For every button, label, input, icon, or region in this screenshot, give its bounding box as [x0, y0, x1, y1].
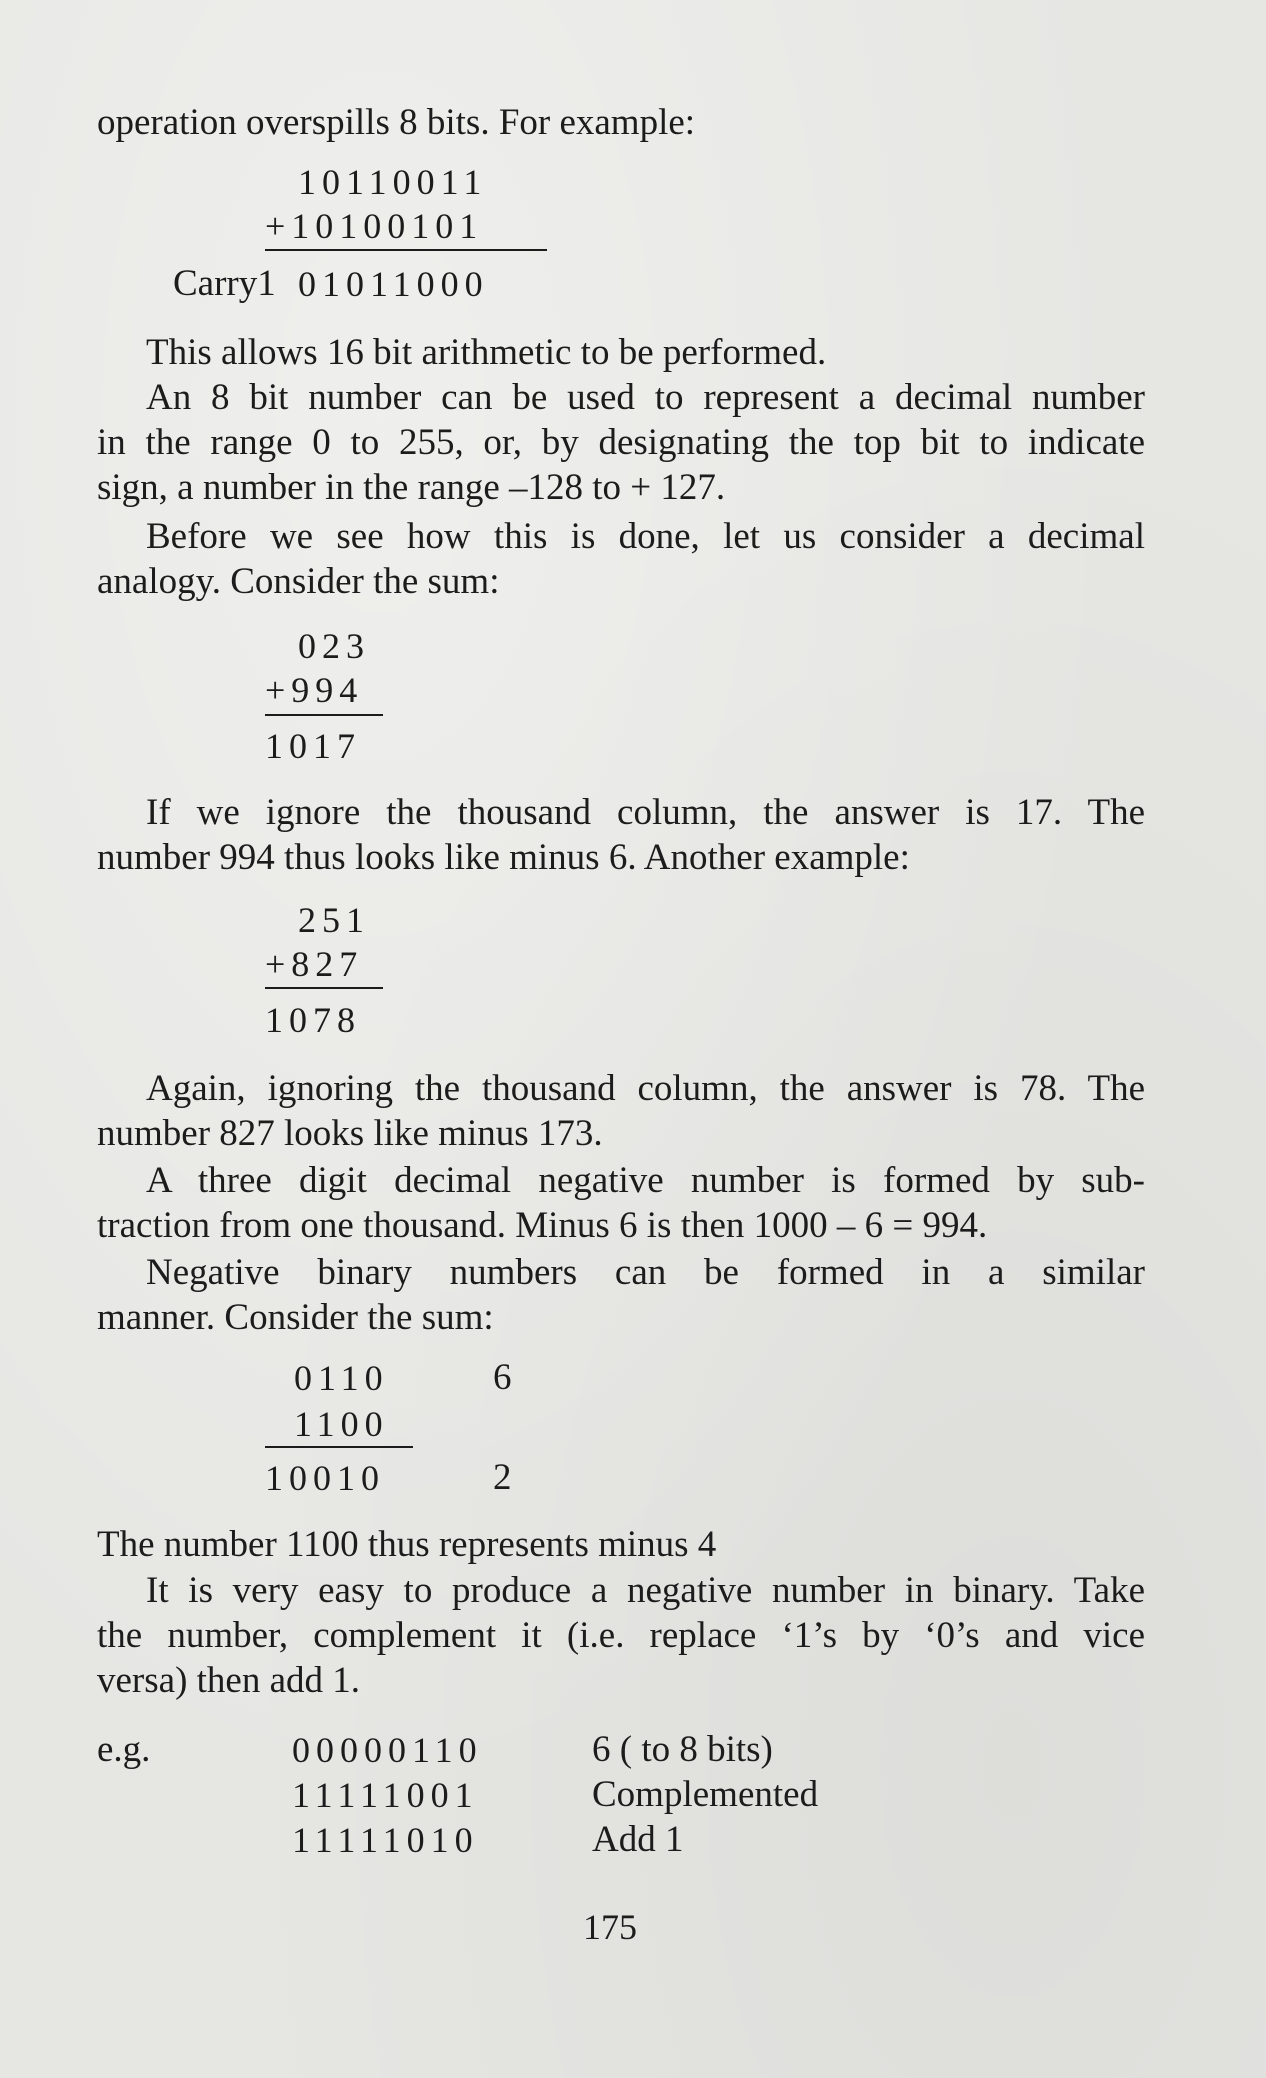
paragraph-range-line-2: in the range 0 to 255, or, by designating the top bit to indicate	[97, 422, 1145, 463]
paragraph-16-bit: This allows 16 bit arithmetic to be performed.	[146, 332, 827, 373]
paragraph-complement-line-3: versa) then add 1.	[97, 1660, 361, 1701]
example-row-bits: 11111010	[292, 1820, 479, 1860]
sum4-operand-1-value: 6	[493, 1357, 512, 1398]
sum4-operand-2: 1100	[294, 1404, 389, 1444]
sum3-operand-2: +827	[265, 944, 364, 984]
paragraph-complement-line-1: It is very easy to produce a negative number in binary. Take	[146, 1570, 1145, 1611]
example-row-note: Add 1	[592, 1819, 684, 1860]
sum1-operand-1: 10110011	[298, 162, 488, 202]
paragraph-range-line-3: sign, a number in the range –128 to + 127.	[97, 467, 726, 508]
sum4-result-value: 2	[493, 1457, 512, 1498]
paragraph-represents-minus-4: The number 1100 thus represents minus 4	[97, 1524, 717, 1565]
paragraph-again-line-1: Again, ignoring the thousand column, the answer is 78. The	[146, 1068, 1145, 1109]
paragraph-ignore-line-1: If we ignore the thousand column, the answer is 17. The	[146, 792, 1145, 833]
example-label: e.g.	[97, 1729, 151, 1770]
example-row-note: 6 ( to 8 bits)	[592, 1729, 773, 1770]
paragraph-ignore-line-2: number 994 thus looks like minus 6. Another example:	[97, 837, 910, 878]
sum2-operand-2: +994	[265, 670, 364, 710]
sum3-rule	[265, 987, 383, 989]
paragraph-again-line-2: number 827 looks like minus 173.	[97, 1113, 603, 1154]
sum3-operand-1: 251	[298, 900, 370, 940]
sum4-operand-1: 0110	[294, 1358, 389, 1398]
sum1-result: 01011000	[298, 264, 489, 304]
sum4-rule	[265, 1446, 413, 1448]
paragraph-negative-binary-line-2: manner. Consider the sum:	[97, 1297, 494, 1338]
sum2-operand-1: 023	[298, 626, 370, 666]
page-number: 175	[583, 1907, 637, 1947]
sum1-carry-label: Carry1	[173, 263, 276, 304]
example-row-bits: 11111001	[292, 1775, 479, 1815]
sum2-result: 1017	[265, 726, 361, 766]
paragraph-negative-binary-line-1: Negative binary numbers can be formed in a similar	[146, 1252, 1145, 1293]
sum3-result: 1078	[265, 1000, 361, 1040]
example-row-bits: 00000110	[292, 1730, 483, 1770]
sum1-operand-2: +10100101	[265, 206, 484, 246]
paragraph-complement-line-2: the number, complement it (i.e. replace ‘1’s by ‘0’s and vice	[97, 1615, 1145, 1656]
paragraph-opening: operation overspills 8 bits. For example:	[97, 102, 696, 143]
paragraph-analogy-line-1: Before we see how this is done, let us consider a decimal	[146, 516, 1145, 557]
paragraph-three-digit-line-1: A three digit decimal negative number is formed by sub-	[146, 1160, 1145, 1201]
paragraph-three-digit-line-2: traction from one thousand. Minus 6 is then 1000 – 6 = 994.	[97, 1205, 988, 1246]
sum4-result: 10010	[265, 1458, 385, 1498]
example-row-note: Complemented	[592, 1774, 819, 1815]
paragraph-range-line-1: An 8 bit number can be used to represent a decimal number	[146, 377, 1145, 418]
paragraph-analogy-line-2: analogy. Consider the sum:	[97, 561, 500, 602]
sum2-rule	[265, 714, 383, 716]
sum1-rule	[265, 249, 547, 251]
